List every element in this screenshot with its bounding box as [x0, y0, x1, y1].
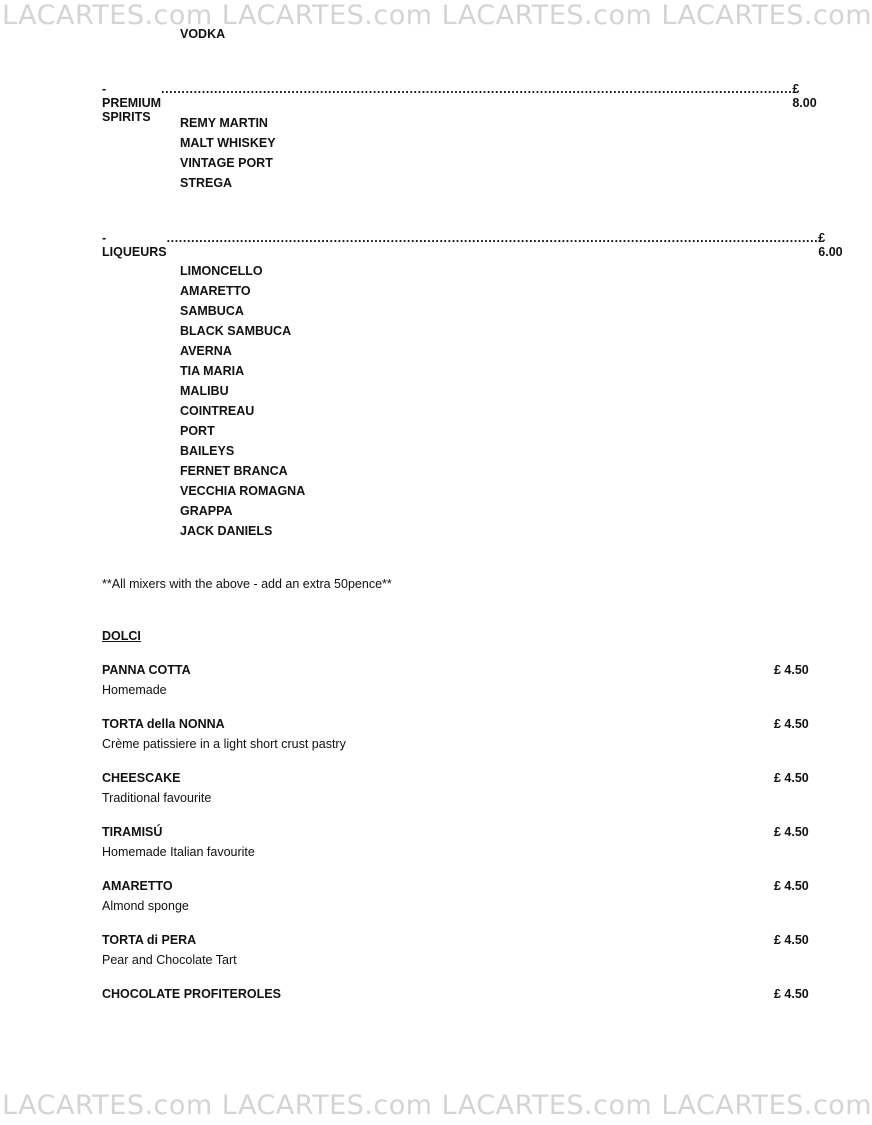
premium-item: MALT WHISKEY	[180, 136, 276, 150]
liqueur-item: AMARETTO	[180, 284, 251, 298]
dessert-name: CHOCOLATE PROFITEROLES	[102, 987, 281, 1001]
liqueur-item: MALIBU	[180, 384, 229, 398]
liqueurs-row	[102, 231, 843, 259]
liqueur-item: TIA MARIA	[180, 364, 245, 378]
dolci-heading: DOLCI	[102, 629, 141, 643]
liqueur-item: GRAPPA	[180, 504, 233, 518]
watermark-bottom: LACARTES.com LACARTES.com LACARTES.com LACARTES.com	[2, 1090, 872, 1121]
dessert-price: £ 4.50	[774, 717, 809, 731]
dessert-description: Almond sponge	[102, 899, 189, 913]
dessert-name: CHEESCAKE	[102, 771, 181, 785]
liqueur-item: JACK DANIELS	[180, 524, 273, 538]
dessert-price: £ 4.50	[774, 771, 809, 785]
dessert-price: £ 4.50	[774, 933, 809, 947]
dessert-name: AMARETTO	[102, 879, 173, 893]
liqueurs-label: - LIQUEURS	[102, 231, 167, 259]
dessert-price: £ 4.50	[774, 987, 809, 1001]
liqueur-item: PORT	[180, 424, 215, 438]
premium-spirits-leader: ...........................................................................................................................................................	[161, 82, 793, 96]
dessert-name: PANNA COTTA	[102, 663, 191, 677]
liqueurs-leader: ................................................................................................................................................................	[166, 231, 819, 245]
dessert-price: £ 4.50	[774, 825, 809, 839]
liqueur-item: BLACK SAMBUCA	[180, 324, 292, 338]
dessert-description: Homemade	[102, 683, 167, 697]
dessert-price: £ 4.50	[774, 663, 809, 677]
premium-item: VINTAGE PORT	[180, 156, 273, 170]
dessert-description: Traditional favourite	[102, 791, 212, 805]
dessert-name: TORTA della NONNA	[102, 717, 225, 731]
dessert-name: TORTA di PERA	[102, 933, 197, 947]
liqueurs-price: £ 6.00	[818, 231, 843, 259]
premium-item: STREGA	[180, 176, 233, 190]
premium-item: REMY MARTIN	[180, 116, 268, 130]
mixers-note: **All mixers with the above - add an extra 50pence**	[102, 577, 392, 591]
dessert-description: Crème patissiere in a light short crust pastry	[102, 737, 346, 751]
liqueur-item: LIMONCELLO	[180, 264, 263, 278]
dessert-name: TIRAMISÚ	[102, 825, 163, 839]
liqueur-item: BAILEYS	[180, 444, 235, 458]
liqueur-item: FERNET BRANCA	[180, 464, 288, 478]
menu-item-vodka: VODKA	[180, 27, 226, 41]
liqueur-item: COINTREAU	[180, 404, 255, 418]
liqueur-item: AVERNA	[180, 344, 232, 358]
dessert-price: £ 4.50	[774, 879, 809, 893]
premium-spirits-price: £ 8.00	[792, 82, 817, 110]
liqueur-item: VECCHIA ROMAGNA	[180, 484, 306, 498]
dessert-description: Pear and Chocolate Tart	[102, 953, 237, 967]
watermark-top: LACARTES.com LACARTES.com LACARTES.com LACARTES.com	[2, 0, 872, 31]
liqueur-item: SAMBUCA	[180, 304, 244, 318]
dessert-description: Homemade Italian favourite	[102, 845, 255, 859]
premium-spirits-label: - PREMIUM SPIRITS	[102, 82, 162, 124]
